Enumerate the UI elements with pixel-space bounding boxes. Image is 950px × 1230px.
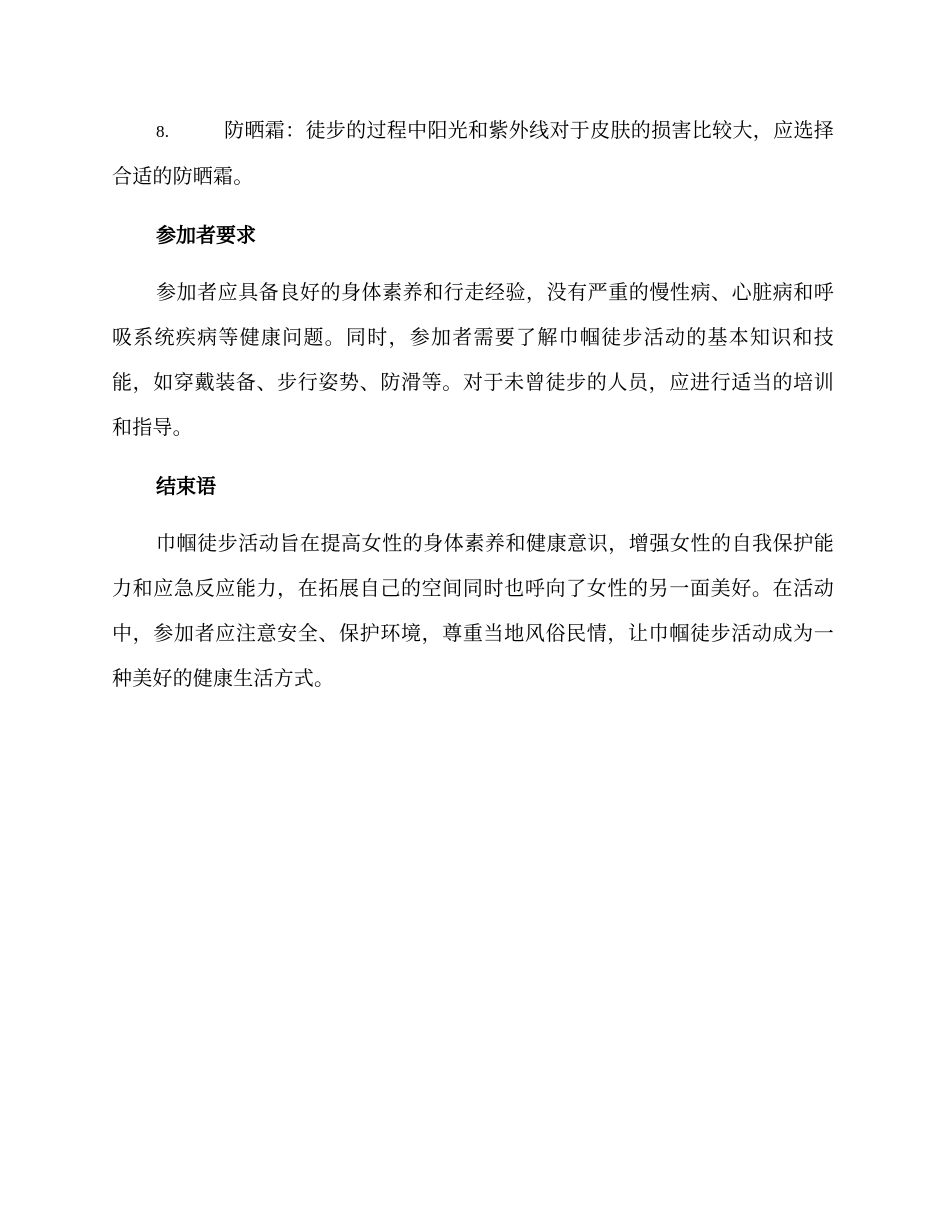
list-item-text: 防晒霜：徒步的过程中阳光和紫外线对于皮肤的损害比较大，应选择合适的防晒霜。: [112, 118, 834, 188]
list-item-number: 8.: [156, 122, 170, 141]
section-heading-conclusion: 结束语: [156, 474, 216, 498]
section-heading-requirements: 参加者要求: [156, 223, 256, 247]
spacer: [112, 258, 834, 270]
paragraph-requirements: 参加者应具备良好的身体素养和行走经验，没有严重的慢性病、心脏病和呼吸系统疾病等健康问题。同时，参加者需要了解巾帼徒步活动的基本知识和技能，如穿戴装备、步行姿势、防滑等。对于未曾徒步的人员，应进行适当的培训和指导。: [112, 280, 834, 439]
spacer: [112, 509, 834, 521]
paragraph-conclusion: 巾帼徒步活动旨在提高女性的身体素养和健康意识，增强女性的自我保护能力和应急反应能力，在拓展自己的空间同时也呼向了女性的另一面美好。在活动中，参加者应注意安全、保护环境，尊重当地风俗民情，让巾帼徒步活动成为一种美好的健康生活方式。: [112, 531, 834, 690]
list-item-8: [112, 108, 834, 199]
document-body: [112, 108, 834, 701]
